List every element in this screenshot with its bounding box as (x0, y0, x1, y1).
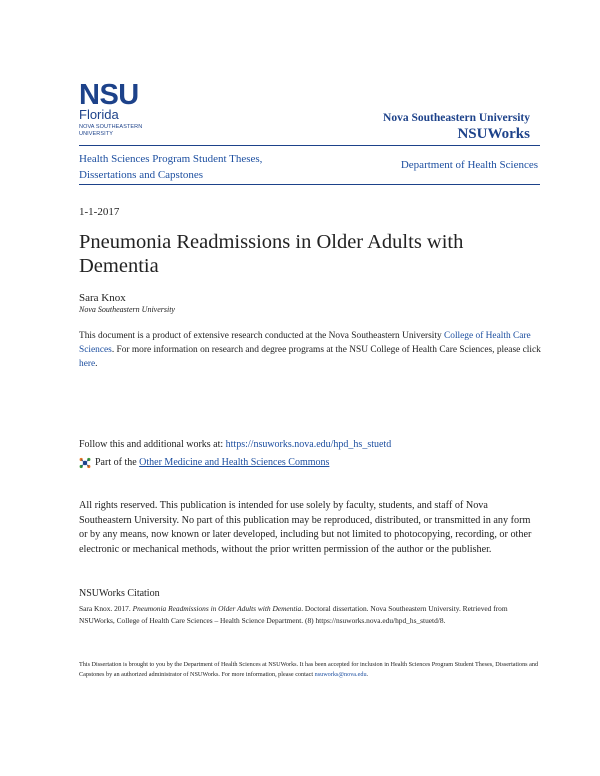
rights-statement: All rights reserved. This publication is intended for use solely by faculty, students, and staff of Nova Southeastern University. No part of this publication may be reproduced, distributed, or transmitted in any form or by any means, now known or later developed, including but not limited to photocopying, recording, or other electronic or mechanical methods, without the prior written permission of the author or the publisher. (79, 500, 532, 555)
description-text-3: . (95, 359, 98, 369)
contact-email-link[interactable]: nsuworks@nova.edu (314, 671, 367, 678)
header-divider (79, 145, 540, 146)
collection-link-left[interactable] (79, 151, 262, 183)
part-of-line (79, 455, 329, 471)
footer-end: . (366, 671, 369, 678)
citation-prefix: Sara Knox. 2017. (79, 604, 133, 613)
collection-left-line2: Dissertations and Capstones (79, 169, 204, 181)
repository-header (383, 111, 530, 143)
university-name[interactable]: Nova Southeastern University (383, 112, 530, 124)
follow-url-link[interactable]: https://nsuworks.nova.edu/hpd_hs_stuetd (225, 439, 392, 450)
logo-subtitle-line1: NOVA SOUTHEASTERN (79, 124, 143, 130)
logo-subtitle-line2: UNIVERSITY (79, 130, 114, 137)
citation-rest: . Doctoral dissertation. Nova Southeastern University. Retrieved from NSUWorks, College of Health Care Sciences – Health Science Department. (8) https://nsuworks.nova.edu/hpd_hs_stuetd/8. (79, 604, 508, 625)
footer-text: This Dissertation is brought to you by the Department of Health Sciences at NSUWorks. It has been accepted for inclusion in Health Sciences Program Student Theses, Dissertations and Capstones by an authorized administrator of NSUWorks. For more information, please contact (79, 661, 539, 678)
description-text-1: This document is a product of extensive research conducted at the Nova Southeastern University (79, 331, 444, 341)
citation-text (79, 603, 541, 626)
commons-link[interactable]: Other Medicine and Health Sciences Commons (139, 457, 330, 468)
author-name: Sara Knox (79, 292, 126, 304)
collection-left-line1: Health Sciences Program Student Theses, (79, 153, 263, 165)
repository-name[interactable]: NSUWorks (457, 126, 530, 142)
logo-subtitle (79, 124, 149, 137)
logo-florida-text: Florida (79, 107, 119, 122)
part-of-label: Part of the (95, 457, 137, 468)
collection-link-right[interactable]: Department of Health Sciences (400, 159, 538, 171)
citation-heading: NSUWorks Citation (79, 588, 160, 599)
author-affiliation: Nova Southeastern University (79, 305, 175, 314)
document-description (79, 329, 541, 371)
citation-title: Pneumonia Readmissions in Older Adults with Dementia (132, 604, 302, 613)
collections-divider (79, 184, 540, 185)
publication-date: 1-1-2017 (79, 206, 120, 218)
college-link[interactable]: College of Health Care Sciences (79, 331, 531, 355)
follow-line (79, 438, 391, 452)
logo-nsu-text: NSU (79, 79, 139, 111)
network-commons-icon (79, 457, 91, 469)
footer-notice (79, 660, 541, 680)
here-link[interactable]: here (79, 359, 96, 369)
document-title: Pneumonia Readmissions in Older Adults with Dementia (79, 231, 464, 277)
follow-label: Follow this and additional works at: (79, 439, 226, 450)
description-text-2: . For more information on research and degree programs at the NSU College of Health Care Sciences, please click (111, 345, 541, 355)
nsu-florida-logo (79, 79, 149, 137)
